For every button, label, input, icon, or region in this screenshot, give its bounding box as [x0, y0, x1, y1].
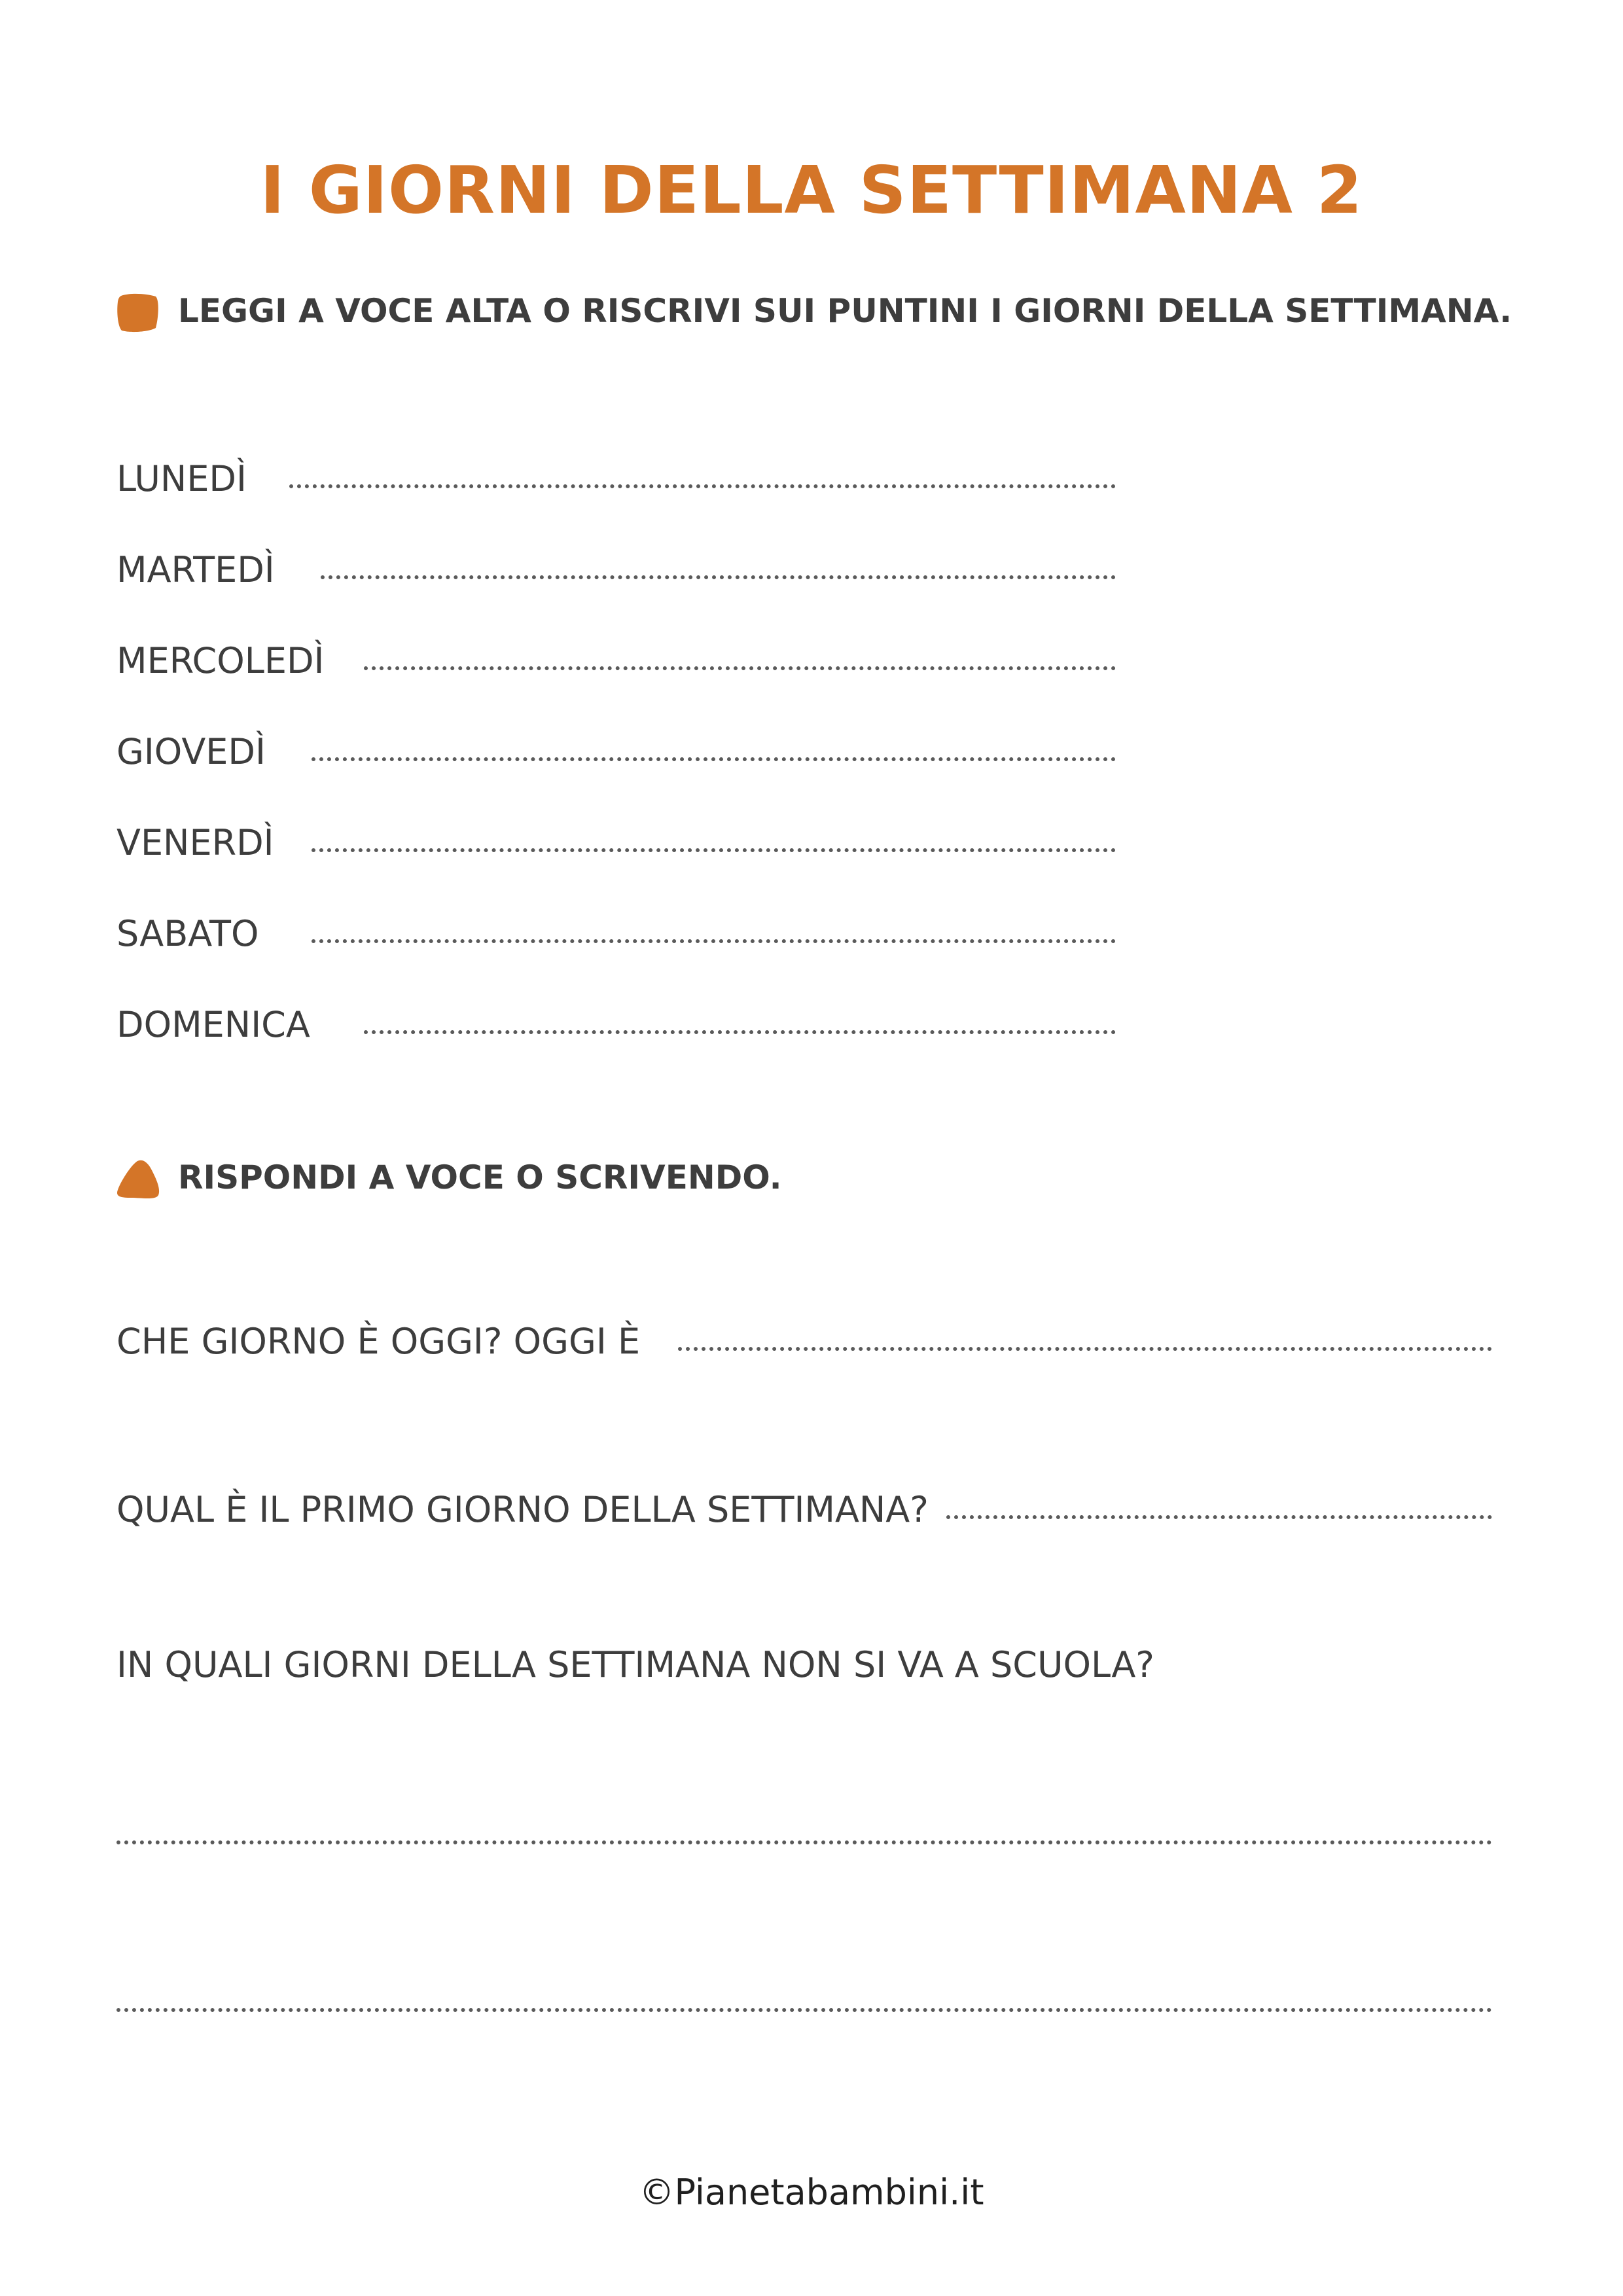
question-today: CHE GIORNO È OGGI? OGGI È	[116, 1321, 641, 1362]
instruction-1: LEGGI A VOCE ALTA O RISCRIVI SUI PUNTINI I GIORNI DELLA SETTIMANA.	[178, 292, 1512, 330]
writing-line-thursday[interactable]	[312, 757, 1116, 761]
orange-square-bullet-icon	[116, 293, 160, 333]
question-first-day: QUAL È IL PRIMO GIORNO DELLA SETTIMANA?	[116, 1489, 929, 1530]
orange-triangle-bullet-icon	[115, 1158, 161, 1200]
writing-line-monday[interactable]	[289, 484, 1116, 488]
day-label-sunday: DOMENICA	[116, 1004, 310, 1045]
question-no-school: IN QUALI GIORNI DELLA SETTIMANA NON SI VA A SCUOLA?	[116, 1644, 1154, 1685]
day-label-tuesday: MARTEDÌ	[116, 549, 275, 590]
answer-line-today[interactable]	[678, 1347, 1492, 1351]
answer-line-no-school-1[interactable]	[116, 1840, 1492, 1844]
answer-line-no-school-2[interactable]	[116, 2008, 1492, 2012]
writing-line-sunday[interactable]	[364, 1030, 1116, 1034]
instruction-2: RISPONDI A VOCE O SCRIVENDO.	[178, 1158, 782, 1196]
writing-line-friday[interactable]	[312, 848, 1116, 852]
day-label-friday: VENERDÌ	[116, 822, 274, 863]
day-label-thursday: GIOVEDÌ	[116, 731, 266, 772]
day-label-wednesday: MERCOLEDÌ	[116, 640, 325, 681]
day-label-saturday: SABATO	[116, 913, 259, 954]
day-label-monday: LUNEDÌ	[116, 458, 247, 499]
writing-line-saturday[interactable]	[312, 939, 1116, 943]
answer-line-first-day[interactable]	[946, 1515, 1492, 1519]
writing-line-tuesday[interactable]	[321, 575, 1116, 579]
copyright-footer: ©Pianetabambini.it	[639, 2172, 984, 2213]
writing-line-wednesday[interactable]	[364, 666, 1116, 670]
page-title: I GIORNI DELLA SETTIMANA 2	[260, 152, 1363, 228]
